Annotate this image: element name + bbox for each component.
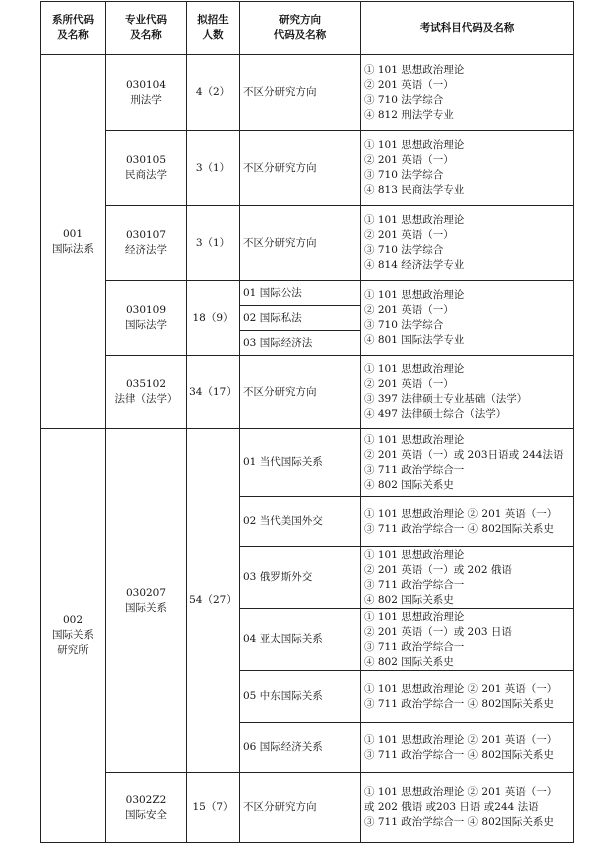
table-row: [41, 356, 574, 429]
subjects-cell: ① 101 思想政治理论 ② 201 英语（一）或 203日语或 244法语 ③ 711 政治学综合一 ④ 802 国际关系史: [361, 429, 574, 497]
table-row: [41, 206, 574, 281]
header-quota: 拟招生 人数: [187, 2, 240, 55]
major-cell: 035102 法律（法学）: [106, 356, 187, 429]
subjects-cell: ① 101 思想政治理论 ② 201 英语（一） ③ 710 法学综合 ④ 813 民商法学专业: [361, 131, 574, 206]
header-major: 专业代码 及名称: [106, 2, 187, 55]
major-cell: 030107 经济法学: [106, 206, 187, 281]
direction-cell: 不区分研究方向: [240, 131, 361, 206]
direction-cell: 05 中东国际关系: [240, 671, 361, 723]
major-cell: 030109 国际法学: [106, 281, 187, 356]
subjects-cell: ① 101 思想政治理论 ② 201 英语（一） ③ 397 法律硕士专业基础（法学） ④ 497 法律硕士综合（法学）: [361, 356, 574, 429]
quota-cell: 54（27）: [187, 429, 240, 773]
subjects-cell: ① 101 思想政治理论 ② 201 英语（一） ③ 710 法学综合 ④ 814 经济法学专业: [361, 206, 574, 281]
quota-cell: 34（17）: [187, 356, 240, 429]
subjects-cell: ① 101 思想政治理论 ② 201 英语（一） ③ 710 法学综合 ④ 812 刑法学专业: [361, 55, 574, 131]
table-row: [41, 131, 574, 206]
header-row: [41, 2, 574, 55]
major-cell: 030104 刑法学: [106, 55, 187, 131]
quota-cell: 4（2）: [187, 55, 240, 131]
table-row: [41, 281, 574, 306]
direction-cell: 06 国际经济关系: [240, 723, 361, 773]
quota-cell: 18（9）: [187, 281, 240, 356]
major-cell: 0302Z2 国际安全: [106, 773, 187, 843]
subjects-cell: ① 101 思想政治理论 ② 201 英语（一） ③ 711 政治学综合一 ④ 802国际关系史: [361, 723, 574, 773]
direction-cell: 01 当代国际关系: [240, 429, 361, 497]
table-row: [41, 55, 574, 131]
direction-cell: 不区分研究方向: [240, 55, 361, 131]
subjects-cell: ① 101 思想政治理论 ② 201 英语（一）或 202 俄语 ③ 711 政治学综合一 ④ 802 国际关系史: [361, 547, 574, 609]
direction-cell: 01 国际公法: [240, 281, 361, 306]
quota-cell: 15（7）: [187, 773, 240, 843]
header-dept: 系所代码 及名称: [41, 2, 106, 55]
subjects-cell: ① 101 思想政治理论 ② 201 英语（一） ③ 711 政治学综合一 ④ 802国际关系史: [361, 671, 574, 723]
header-exam: 考试科目代码及名称: [361, 2, 574, 55]
subjects-cell: ① 101 思想政治理论 ② 201 英语（一）或 203 日语 ③ 711 政治学综合一 ④ 802 国际关系史: [361, 609, 574, 671]
major-cell: 030105 民商法学: [106, 131, 187, 206]
direction-cell: 04 亚太国际关系: [240, 609, 361, 671]
direction-cell: 不区分研究方向: [240, 356, 361, 429]
dept-cell: 002 国际关系 研究所: [41, 429, 106, 843]
direction-cell: 03 俄罗斯外交: [240, 547, 361, 609]
table-row: [41, 773, 574, 843]
table-row: [41, 429, 574, 497]
subjects-cell: ① 101 思想政治理论 ② 201 英语（一） ③ 711 政治学综合一 ④ 802国际关系史: [361, 497, 574, 547]
dept-cell: 001 国际法系: [41, 55, 106, 429]
quota-cell: 3（1）: [187, 131, 240, 206]
header-direction: 研究方向 代码及名称: [240, 2, 361, 55]
direction-cell: 不区分研究方向: [240, 773, 361, 843]
quota-cell: 3（1）: [187, 206, 240, 281]
direction-cell: 02 当代美国外交: [240, 497, 361, 547]
direction-cell: 02 国际私法: [240, 306, 361, 331]
major-cell: 030207 国际关系: [106, 429, 187, 773]
direction-cell: 03 国际经济法: [240, 331, 361, 356]
direction-cell: 不区分研究方向: [240, 206, 361, 281]
subjects-cell: ① 101 思想政治理论 ② 201 英语（一） ③ 710 法学综合 ④ 801 国际法学专业: [361, 281, 574, 356]
subjects-cell: ① 101 思想政治理论 ② 201 英语（一） 或 202 俄语 或203 日语 或244 法语 ③ 711 政治学综合一 ④ 802国际关系史: [361, 773, 574, 843]
admissions-table: [40, 1, 574, 843]
